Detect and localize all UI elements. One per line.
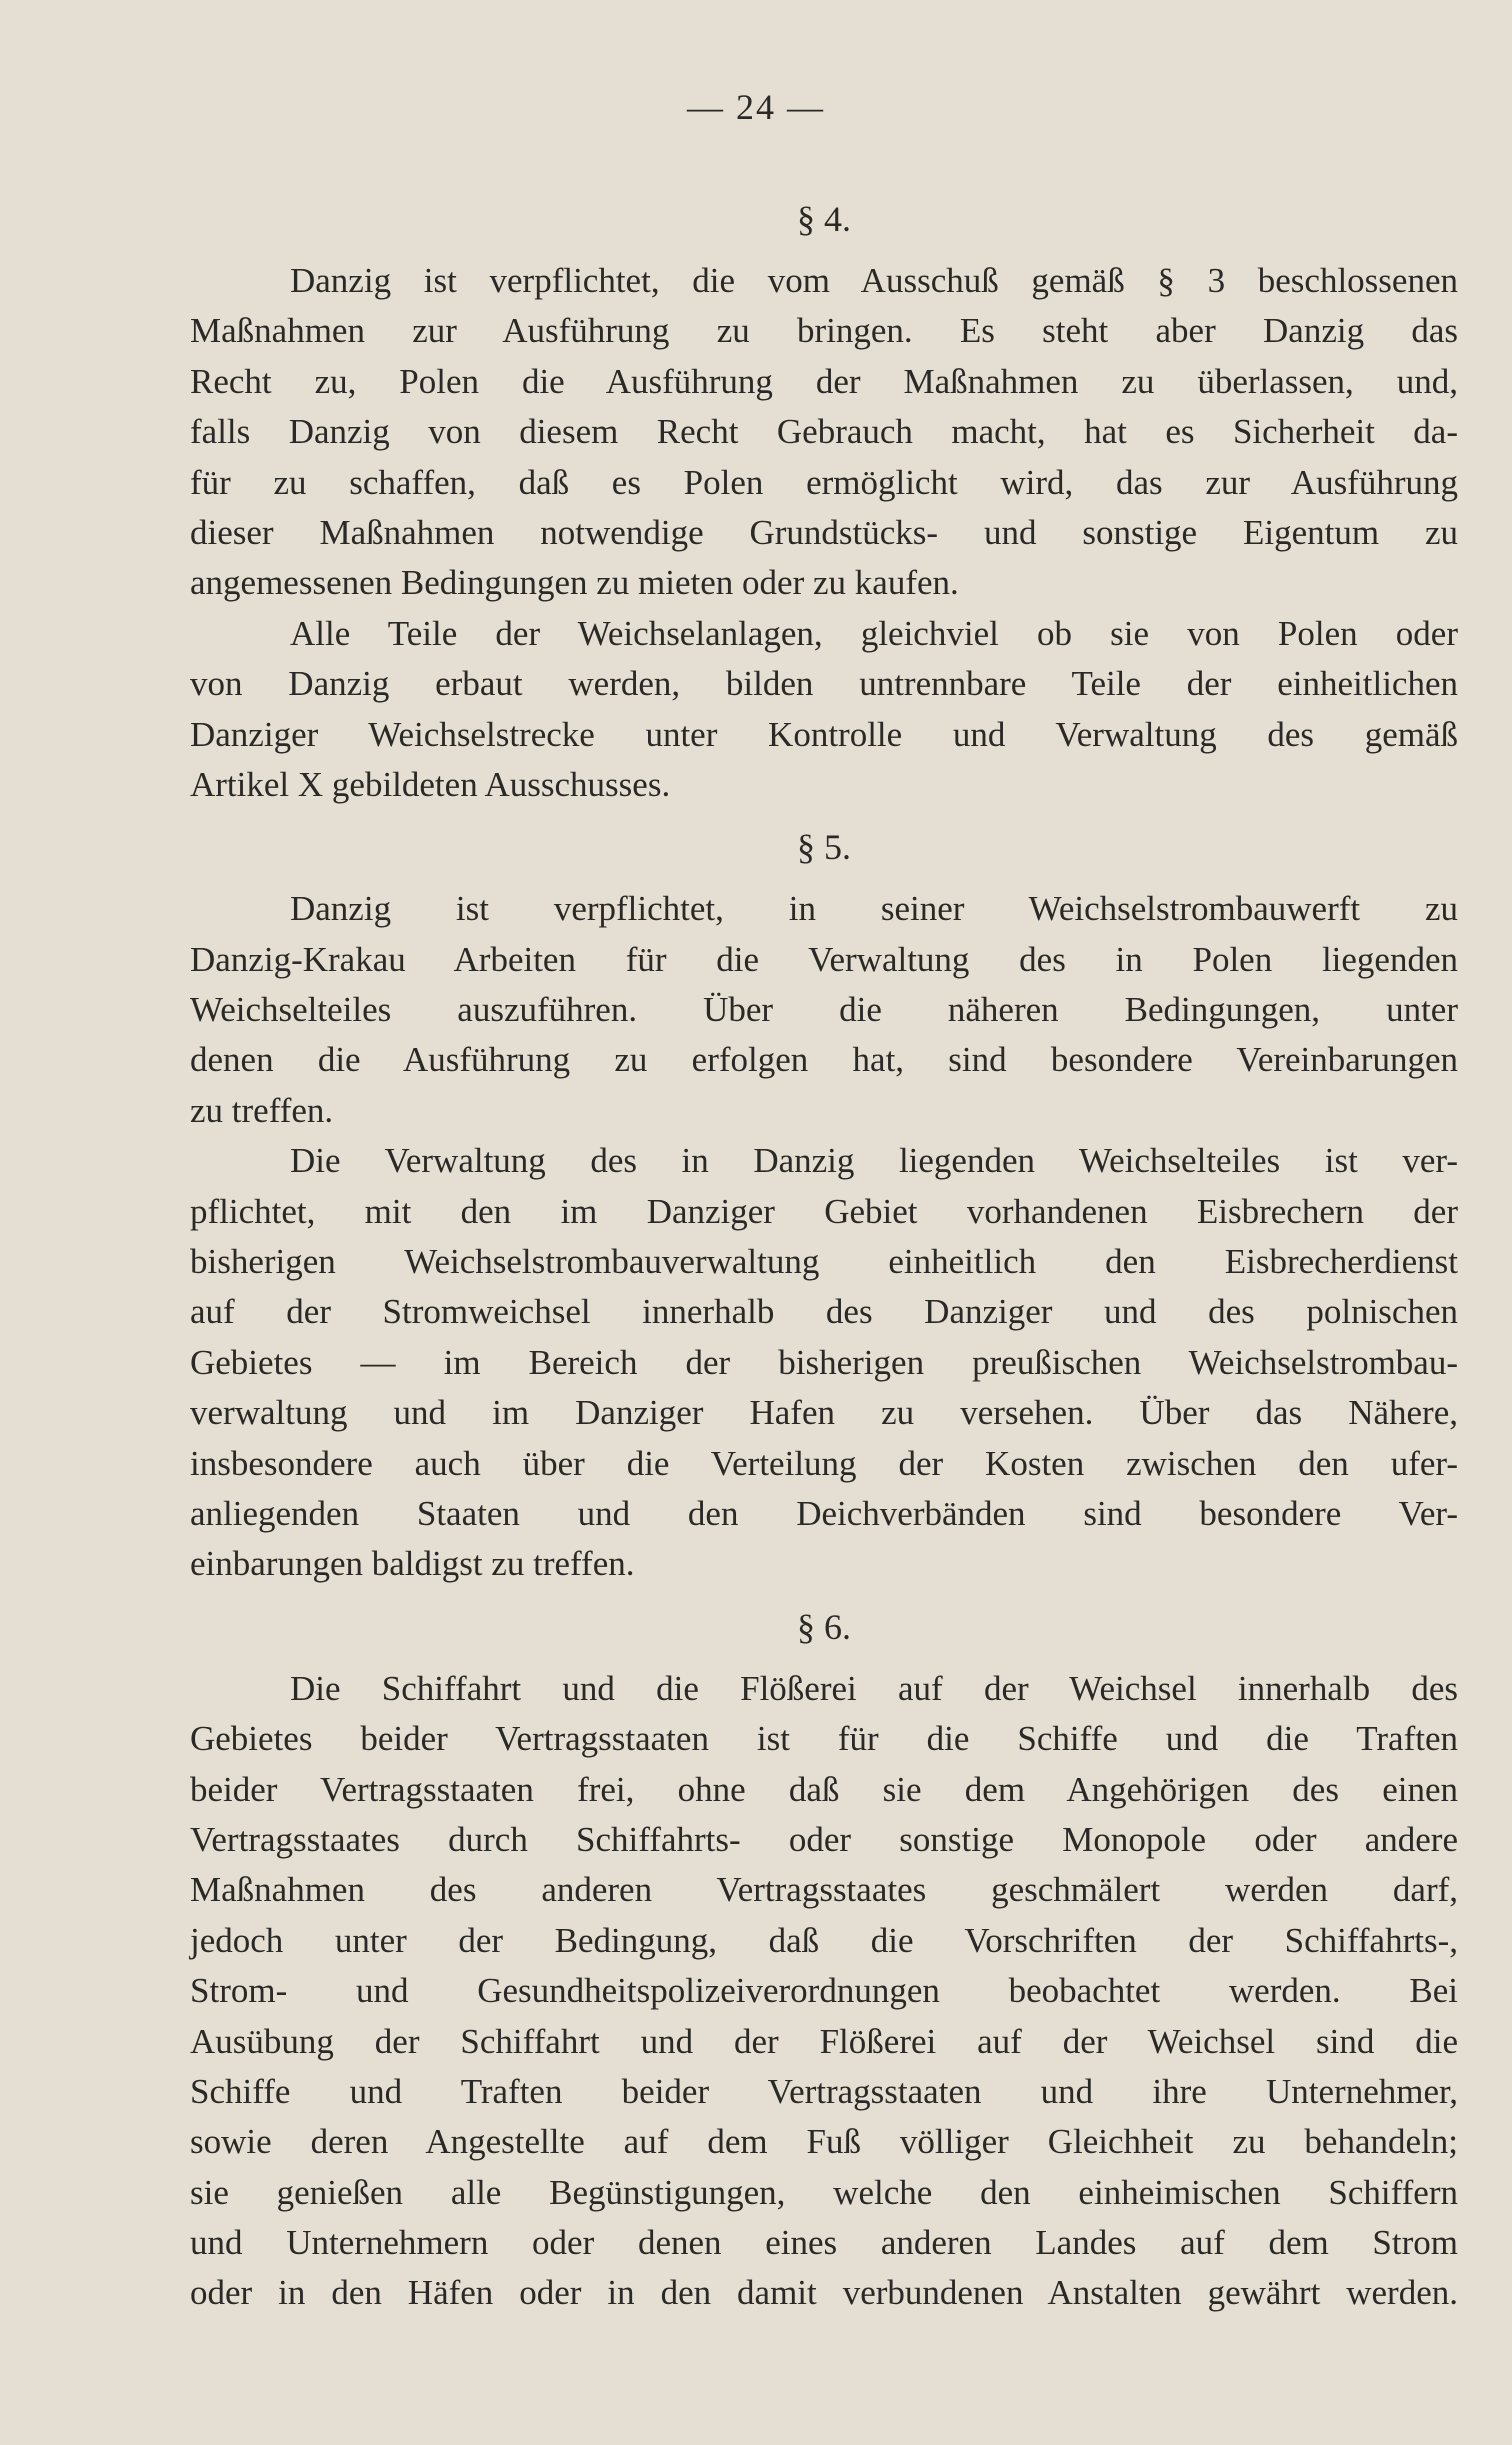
text-line: insbesondere auch über die Verteilung der Kosten zwischen den ufer- <box>190 1443 1458 1483</box>
section-heading: § 4. <box>797 199 851 239</box>
text-line: falls Danzig von diesem Recht Gebrauch macht, hat es Sicherheit da- <box>190 412 1458 452</box>
text-line: für zu schaffen, daß es Polen ermöglicht wird, das zur Ausführung <box>190 462 1458 502</box>
text-line: sowie deren Angestellte auf dem Fuß völliger Gleichheit zu behandeln; <box>190 2122 1458 2162</box>
text-line: Artikel X gebildeten Ausschusses. <box>190 764 671 804</box>
paragraph <box>190 256 1458 609</box>
paragraph <box>190 884 1458 1136</box>
text-line: Danzig-Krakau Arbeiten für die Verwaltung des in Polen liegenden <box>190 939 1458 979</box>
text-line: denen die Ausführung zu erfolgen hat, sind besondere Vereinbarungen <box>190 1040 1458 1080</box>
section <box>190 810 1458 1589</box>
text-line: und Unternehmern oder denen eines anderen Landes auf dem Strom <box>190 2223 1458 2263</box>
text-line: Die Verwaltung des in Danzig liegenden Weichselteiles ist ver- <box>290 1141 1458 1181</box>
text-line: auf der Stromweichsel innerhalb des Danziger und des polnischen <box>190 1292 1458 1332</box>
text-line: Gebietes — im Bereich der bisherigen preußischen Weichselstrombau- <box>190 1342 1458 1382</box>
text-line: Schiffe und Traften beider Vertragsstaaten und ihre Unternehmer, <box>190 2071 1458 2111</box>
text-line: Gebietes beider Vertragsstaaten ist für die Schiffe und die Traften <box>190 1719 1458 1759</box>
text-line: bisherigen Weichselstrombauverwaltung einheitlich den Eisbrecherdienst <box>190 1242 1458 1282</box>
text-line: verwaltung und im Danziger Hafen zu versehen. Über das Nähere, <box>190 1393 1458 1433</box>
text-line: pflichtet, mit den im Danziger Gebiet vorhandenen Eisbrechern der <box>190 1191 1458 1231</box>
text-line: Maßnahmen zur Ausführung zu bringen. Es steht aber Danzig das <box>190 311 1458 351</box>
text-line: Strom- und Gesundheitspolizeiverordnungen beobachtet werden. Bei <box>190 1971 1458 2011</box>
text-line: anliegenden Staaten und den Deichverbänden sind besondere Ver- <box>190 1493 1458 1533</box>
text-line: Ausübung der Schiffahrt und der Flößerei auf der Weichsel sind die <box>190 2021 1458 2061</box>
section-heading: § 6. <box>797 1606 851 1647</box>
section-heading: § 5. <box>797 827 851 868</box>
text-line: angemessenen Bedingungen zu mieten oder zu kaufen. <box>190 563 959 603</box>
page-number: — 24 — <box>687 87 825 127</box>
text-line: Danzig ist verpflichtet, die vom Ausschuß gemäß § 3 beschlossenen <box>290 261 1458 300</box>
text-line: Die Schiffahrt und die Flößerei auf der Weichsel innerhalb des <box>290 1668 1458 1708</box>
text-line: Alle Teile der Weichselanlagen, gleichviel ob sie von Polen oder <box>290 613 1458 653</box>
text-line: Vertragsstaates durch Schiffahrts- oder sonstige Monopole oder andere <box>190 1819 1458 1859</box>
text-line: sie genießen alle Begünstigungen, welche den einheimischen Schiffern <box>190 2172 1458 2212</box>
text-line: jedoch unter der Bedingung, daß die Vorschriften der Schiffahrts-, <box>190 1920 1458 1960</box>
paragraph <box>190 609 1458 811</box>
paragraph <box>190 1136 1458 1590</box>
text-line: dieser Maßnahmen notwendige Grundstücks- und sonstige Eigentum zu <box>190 512 1458 552</box>
text-line: Recht zu, Polen die Ausführung der Maßnahmen zu überlassen, und, <box>190 361 1458 401</box>
document-body <box>190 182 1458 2319</box>
section <box>190 1590 1458 2319</box>
text-line: Danzig ist verpflichtet, in seiner Weichselstrombauwerft zu <box>290 889 1458 929</box>
text-line: beider Vertragsstaaten frei, ohne daß sie dem Angehörigen des einen <box>190 1769 1458 1809</box>
section <box>190 182 1458 810</box>
paragraph <box>190 1664 1458 2319</box>
text-line: Weichselteiles auszuführen. Über die näheren Bedingungen, unter <box>190 990 1458 1030</box>
text-line: Maßnahmen des anderen Vertragsstaates geschmälert werden darf, <box>190 1870 1458 1910</box>
text-line: einbarungen baldigst zu treffen. <box>190 1544 635 1584</box>
text-line: von Danzig erbaut werden, bilden untrennbare Teile der einheitlichen <box>190 664 1458 704</box>
text-line: oder in den Häfen oder in den damit verbundenen Anstalten gewährt werden. <box>190 2273 1458 2313</box>
text-line: zu treffen. <box>190 1090 334 1130</box>
text-line: Danziger Weichselstrecke unter Kontrolle und Verwaltung des gemäß <box>190 714 1458 754</box>
